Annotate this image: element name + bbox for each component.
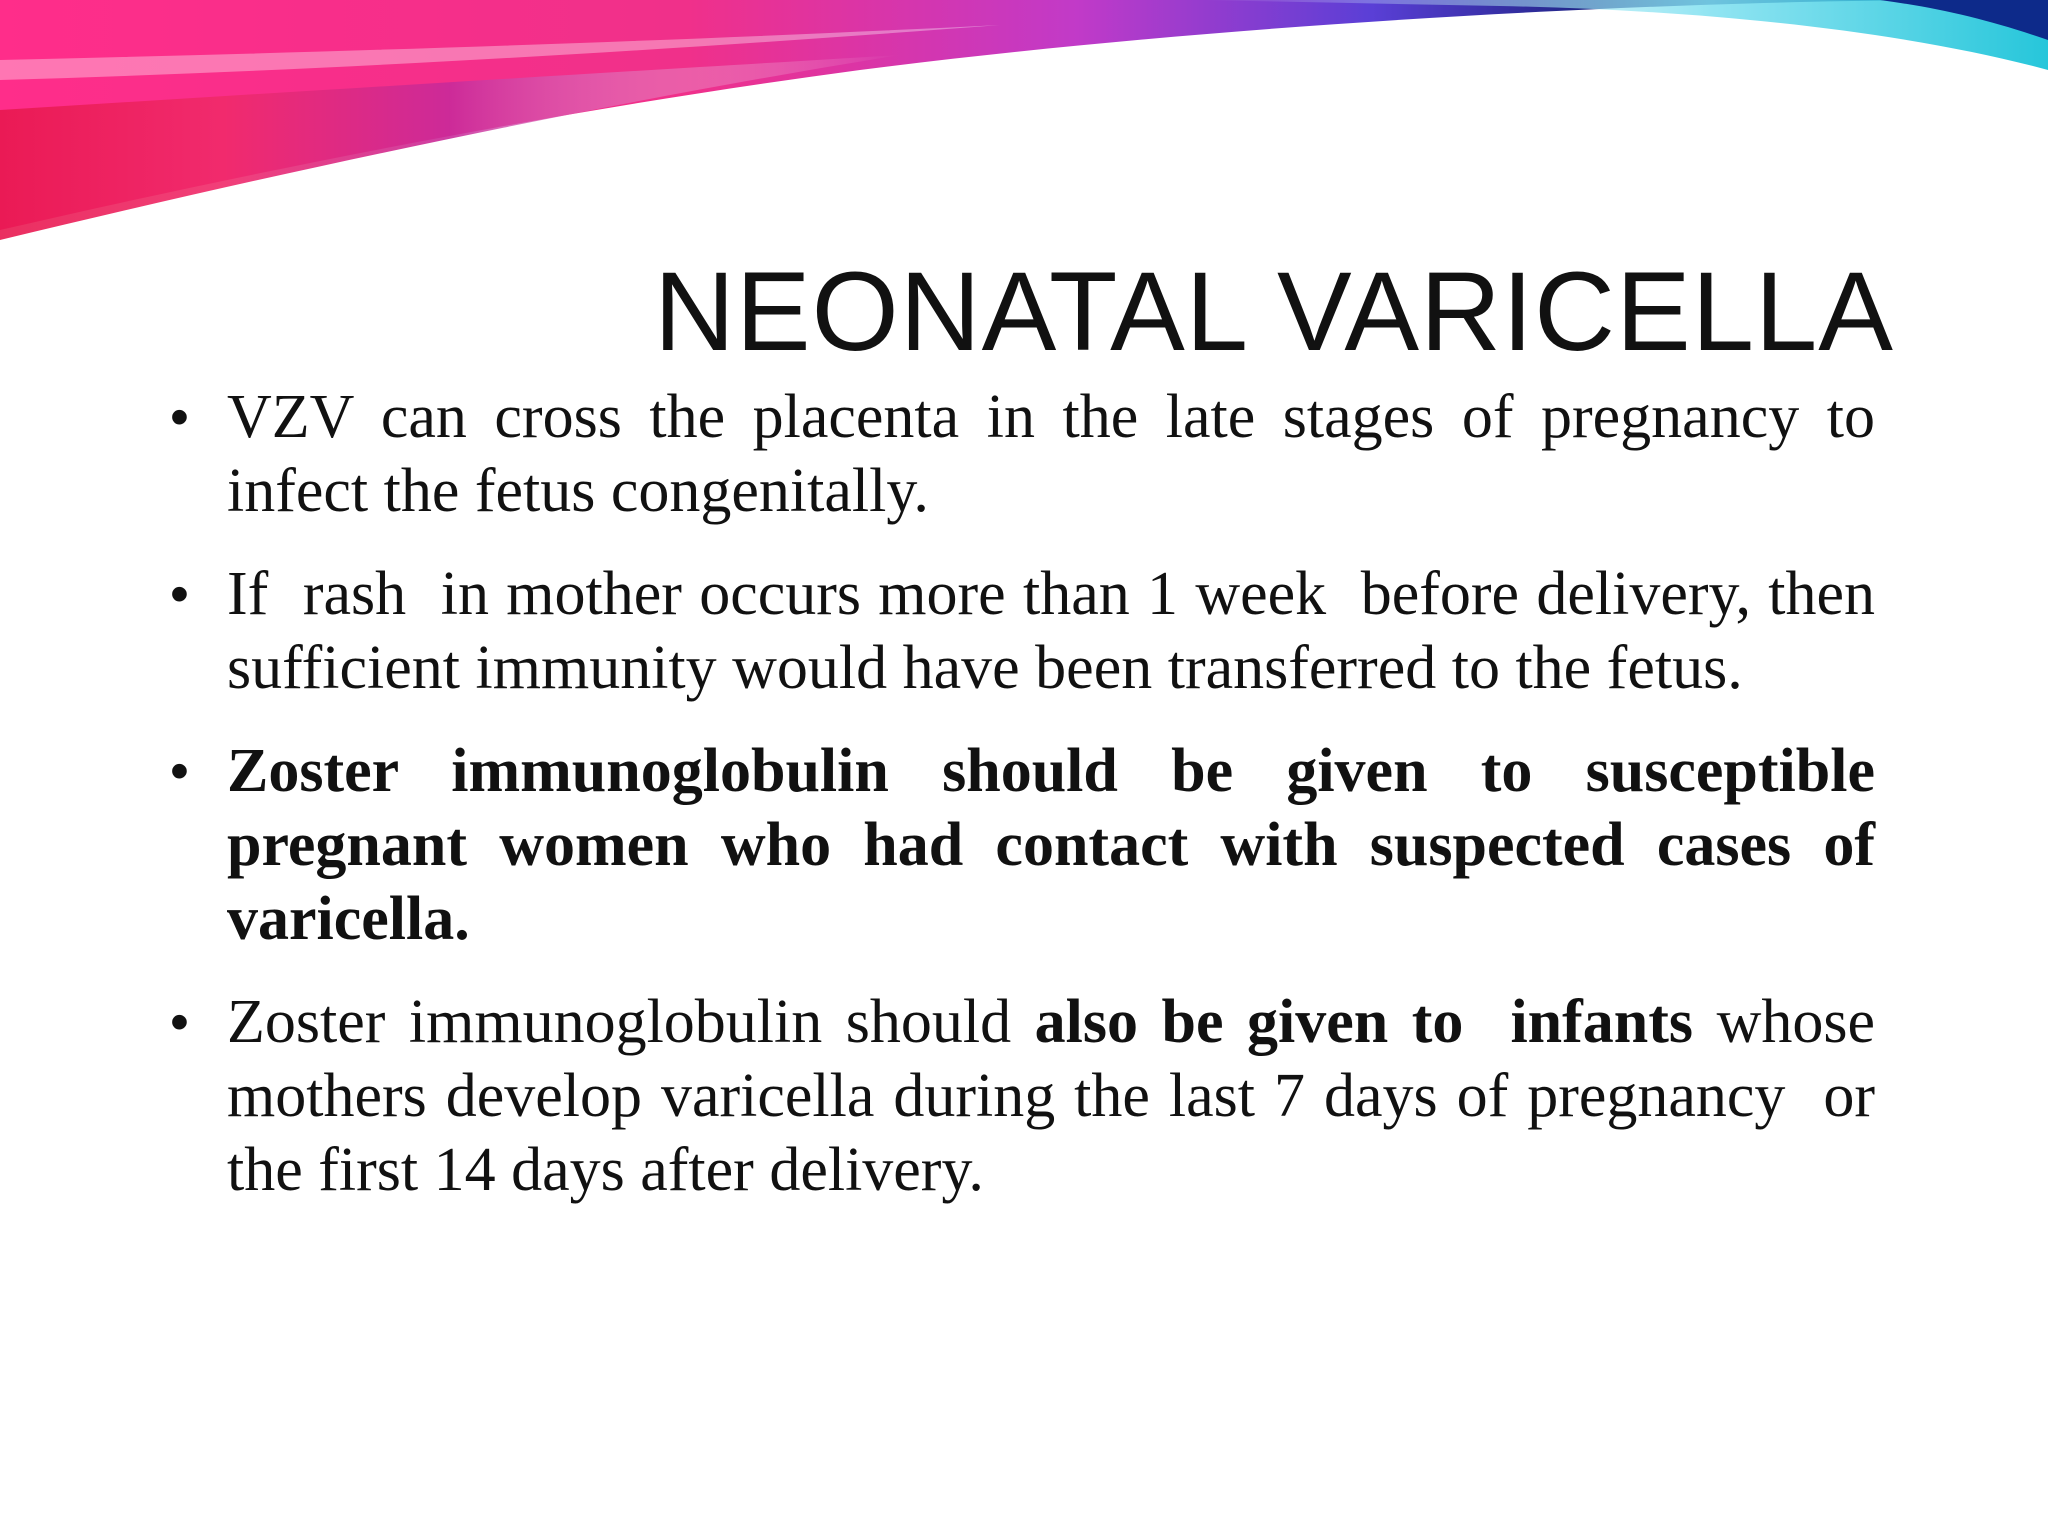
bullet-item <box>170 734 1875 956</box>
bullet-item <box>170 557 1891 705</box>
slide-title: NEONATAL VARICELLA <box>654 249 1894 374</box>
decorative-swoosh-banner <box>0 0 2048 260</box>
bullet-item <box>170 985 1891 1207</box>
bullet-text-bold: also be given to infants <box>1034 988 1694 1056</box>
bullet-item <box>170 380 1875 528</box>
bullet-text: If rash in mother occurs more than 1 week before delivery, then sufficient immunity would have been transferred to the fetus. <box>227 560 1891 702</box>
bullet-text: whose mothers develop varicella during the last 7 days of pregnancy or the first 14 days after delivery. <box>227 988 1891 1204</box>
bullet-text: VZV can cross the placenta in the late stages of pregnancy to infect the fetus congenitally. <box>227 383 1875 525</box>
bullet-text-bold: Zoster immunoglobulin should be given to susceptible pregnant women who had contact with suspected cases of varicella. <box>227 737 1875 953</box>
bullet-text: Zoster immunoglobulin should <box>227 988 1012 1056</box>
bullet-list <box>170 380 1891 1236</box>
